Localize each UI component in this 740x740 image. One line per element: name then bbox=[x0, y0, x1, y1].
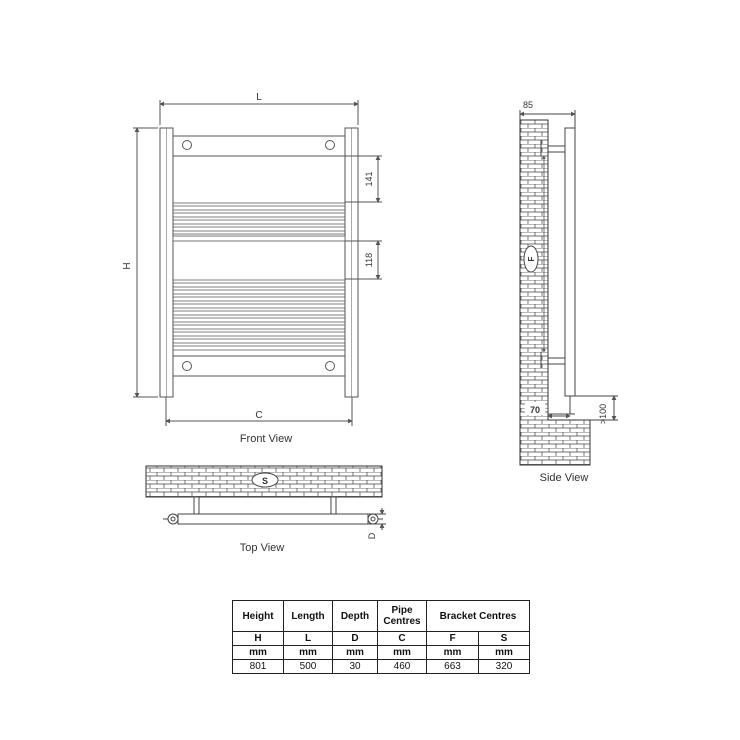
dimension-L-label: L bbox=[256, 92, 262, 103]
top-view-radiator bbox=[178, 514, 368, 524]
front-view bbox=[122, 92, 382, 445]
header-bracket-centres: Bracket Centres bbox=[427, 601, 530, 632]
table-cell: S bbox=[479, 632, 530, 646]
side-view-caption: Side View bbox=[539, 472, 589, 484]
horizontal-bars bbox=[173, 203, 345, 350]
side-view-radiator bbox=[565, 128, 575, 396]
front-view-caption: Front View bbox=[239, 433, 293, 445]
table-cell: 500 bbox=[284, 660, 333, 674]
dimension-L bbox=[160, 92, 358, 125]
table-row bbox=[233, 632, 530, 646]
table-row bbox=[233, 660, 530, 674]
dimension-85-label: 85 bbox=[522, 100, 534, 110]
table-cell: mm bbox=[333, 646, 378, 660]
dimension-118-label: 118 bbox=[364, 252, 374, 268]
dimension-D-label: D bbox=[367, 532, 377, 540]
dimension-141-label: 141 bbox=[364, 171, 374, 187]
specification-table bbox=[232, 600, 530, 674]
table-cell: 30 bbox=[333, 660, 378, 674]
top-view-caption: Top View bbox=[239, 542, 285, 554]
header-depth: Depth bbox=[333, 601, 378, 632]
top-view-valve-left bbox=[168, 514, 178, 524]
top-view-bracket-right bbox=[331, 497, 336, 514]
header-height: Height bbox=[233, 601, 284, 632]
table-cell: 460 bbox=[378, 660, 427, 674]
top-view bbox=[146, 466, 386, 554]
side-view-marker-label: F bbox=[527, 256, 536, 262]
dimension-C bbox=[166, 397, 352, 426]
dimension-C-label: C bbox=[255, 410, 263, 421]
dimension-H bbox=[122, 128, 158, 397]
dimension-H-label: H bbox=[122, 262, 133, 270]
side-view bbox=[520, 100, 618, 484]
top-view-marker-label: S bbox=[261, 476, 269, 486]
table-cell: mm bbox=[479, 646, 530, 660]
table-cell: H bbox=[233, 632, 284, 646]
table-header-row bbox=[233, 601, 530, 632]
top-bar bbox=[173, 136, 345, 156]
bottom-bar bbox=[173, 356, 345, 376]
table-cell: 663 bbox=[427, 660, 479, 674]
top-view-valve-right bbox=[368, 514, 378, 524]
header-length: Length bbox=[284, 601, 333, 632]
dimension-70-label: 70 bbox=[529, 405, 541, 415]
table-cell: F bbox=[427, 632, 479, 646]
table-cell: D bbox=[333, 632, 378, 646]
table-cell: mm bbox=[427, 646, 479, 660]
table-cell: mm bbox=[378, 646, 427, 660]
table-row bbox=[233, 646, 530, 660]
table-cell: C bbox=[378, 632, 427, 646]
table-cell: 320 bbox=[479, 660, 530, 674]
dimension-100-label: >100 bbox=[598, 403, 608, 425]
table-cell: 801 bbox=[233, 660, 284, 674]
header-pipe-centres: Pipe Centres bbox=[378, 601, 427, 632]
table-cell: mm bbox=[233, 646, 284, 660]
top-view-bracket-left bbox=[194, 497, 199, 514]
dimension-D bbox=[367, 508, 386, 539]
table-cell: L bbox=[284, 632, 333, 646]
table-cell: mm bbox=[284, 646, 333, 660]
